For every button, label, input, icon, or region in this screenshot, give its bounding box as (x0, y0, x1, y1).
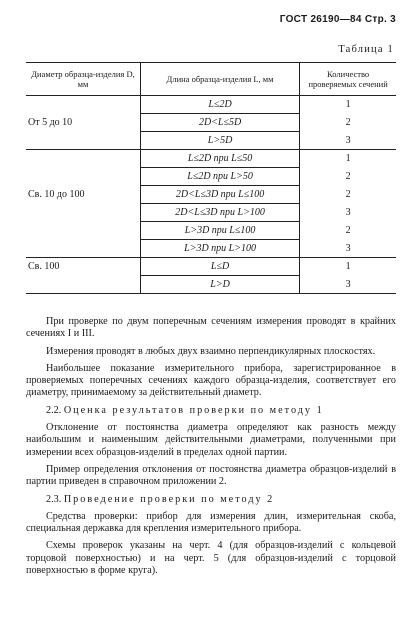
cell-length: L≤D (140, 258, 299, 276)
section-number: 2.3. (46, 493, 62, 505)
cell-diameter (26, 150, 140, 168)
table-row (26, 276, 396, 294)
section-heading-2-2 (26, 405, 396, 417)
cell-length: L≤2D при L≤50 (140, 150, 299, 168)
table-row (26, 258, 396, 276)
data-table (26, 62, 396, 294)
table-row (26, 186, 396, 204)
column-header-sections: Количество проверяемых сечений (300, 63, 396, 96)
cell-sections: 2 (345, 171, 351, 182)
section-number: 2.2. (46, 404, 62, 416)
table-caption: Таблица 1 (338, 44, 394, 55)
cell-length: 2D<L≤3D при L≤100 (140, 186, 299, 204)
section-heading-2-3 (26, 494, 396, 506)
table-row (26, 96, 396, 114)
cell-diameter (26, 204, 140, 222)
cell-sections: 3 (300, 132, 396, 150)
table-row (26, 240, 396, 258)
section-title: Оценка результатов проверки по методу 1 (63, 404, 324, 416)
page-header: ГОСТ 26190—84 Стр. 3 (279, 14, 396, 25)
cell-sections: 3 (345, 207, 351, 218)
cell-diameter (26, 168, 140, 186)
cell-length: L>5D (140, 132, 299, 150)
paragraph: Пример определения отклонения от постоянства диаметра образцов-изделий в партии приведен в справочном приложении 2. (26, 463, 396, 488)
paragraph: Наибольшее показание измерительного прибора, зарегистрированное в проверяемых поперечных сечениях каждого образца-изделия, соответствует его диаметру, принимаемому за действительный диаметр. (26, 362, 396, 399)
cell-sections: 1 (345, 99, 351, 111)
cell-diameter (26, 222, 140, 240)
table-row (26, 150, 396, 168)
table-header-row (26, 63, 396, 96)
column-header-length: Длина образца-изделия L, мм (140, 63, 299, 96)
cell-sections: 2 (345, 189, 351, 200)
cell-length: L≤2D при L>50 (140, 168, 299, 186)
cell-sections: 2 (345, 117, 351, 128)
paragraph: Средства проверки: прибор для измерения длин, измерительная скоба, специальная державка для крепления измерительного прибора. (26, 510, 396, 535)
cell-length: L>3D при L≤100 (140, 222, 299, 240)
cell-length: 2D<L≤5D (140, 114, 299, 132)
cell-sections: 3 (300, 276, 396, 294)
cell-sections: 2 (345, 225, 351, 236)
table-row (26, 222, 396, 240)
cell-length: L≤2D (140, 96, 299, 114)
cell-length: L>3D при L>100 (140, 240, 299, 258)
table-row (26, 132, 396, 150)
cell-diameter (26, 276, 140, 294)
cell-diameter (26, 132, 140, 150)
table-row (26, 114, 396, 132)
cell-sections: 3 (300, 240, 396, 258)
cell-diameter: Св. 100 (28, 261, 60, 273)
body-text (26, 316, 396, 582)
table-row (26, 204, 396, 222)
paragraph: Измерения проводят в любых двух взаимно перпендикулярных плоскостях. (46, 345, 376, 357)
cell-sections: 1 (345, 153, 351, 165)
cell-diameter: От 5 до 10 (28, 117, 73, 128)
cell-sections: 1 (345, 261, 351, 273)
section-title: Проведение проверки по методу 2 (63, 493, 275, 505)
table-row (26, 168, 396, 186)
paragraph: При проверке по двум поперечным сечениям измерения проводят в крайних сечениях I и III. (26, 316, 396, 340)
column-header-diameter: Диаметр образца-изделия D, мм (26, 63, 140, 96)
cell-length: 2D<L≤3D при L>100 (140, 204, 299, 222)
cell-length: L>D (140, 276, 299, 294)
paragraph: Отклонение от постоянства диаметра определяют как разность между наибольшим и наименьшим действительными диаметрами, полученными при измерении всех образцов-изделий в пределах одной партии. (26, 422, 396, 458)
cell-diameter (26, 240, 140, 258)
paragraph: Схемы проверок указаны на черт. 4 (для образцов-изделий с кольцевой торцовой поверхностью) и на черт. 5 (для образцов-изделий с торцовой поверхностью в форме круга). (26, 540, 396, 577)
cell-diameter: Св. 10 до 100 (28, 189, 85, 200)
cell-diameter (26, 96, 140, 114)
